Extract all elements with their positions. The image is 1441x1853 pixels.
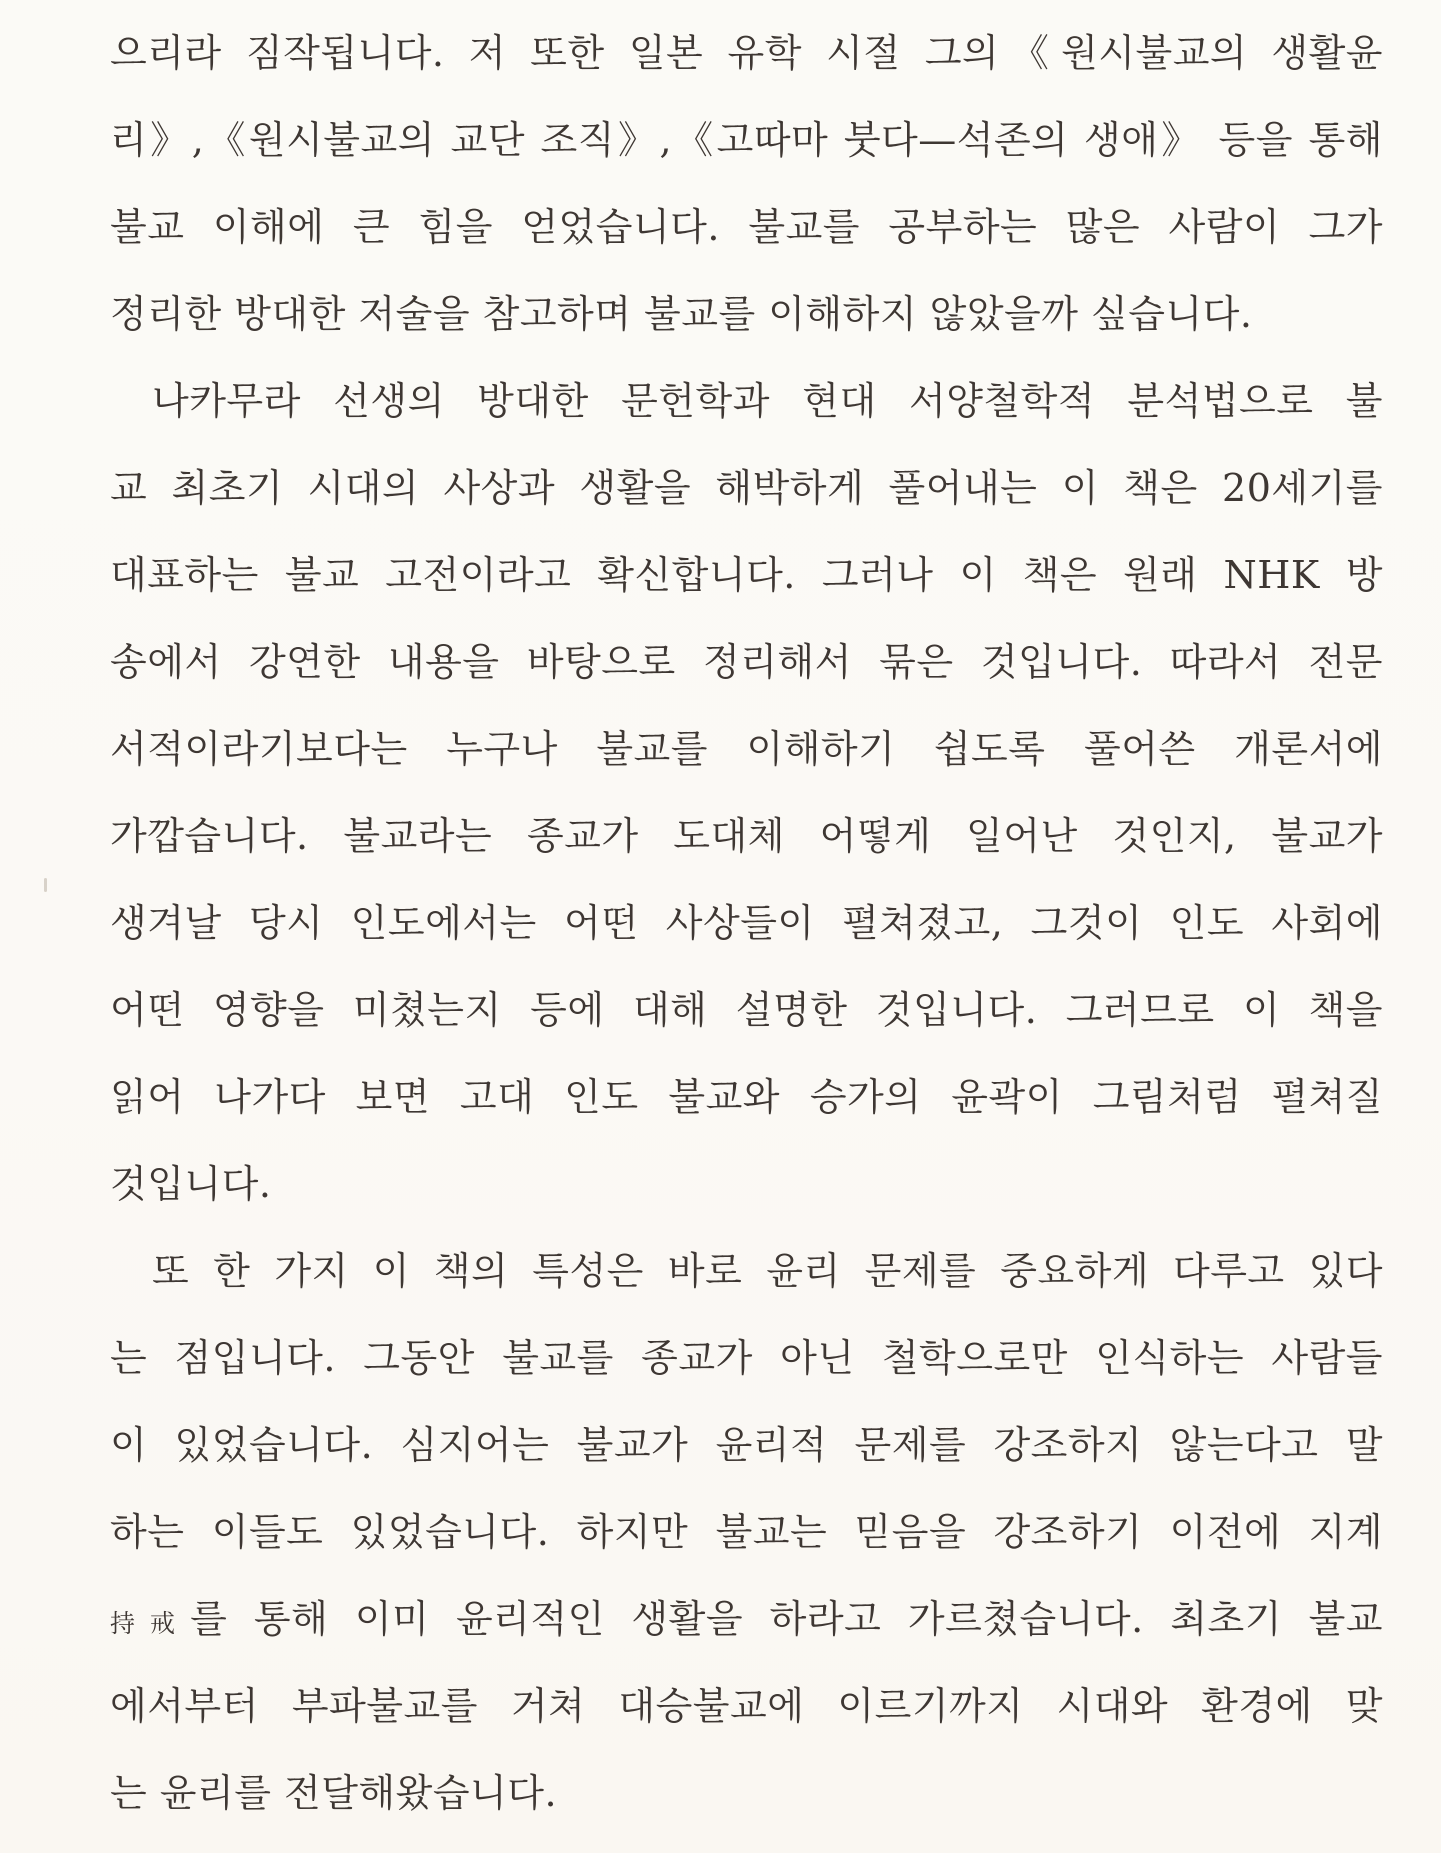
text-line: 는 점입니다. 그동안 불교를 종교가 아닌 철학으로만 인식하는 사람들 bbox=[110, 1336, 1383, 1380]
text-line: 불교 이해에 큰 힘을 얻었습니다. 불교를 공부하는 많은 사람이 그가 bbox=[110, 205, 1383, 249]
text-line: 으리라 짐작됩니다. 저 또한 일본 유학 시절 그의《원시불교의 생활윤 bbox=[110, 31, 1383, 75]
text-line: 하는 이들도 있었습니다. 하지만 불교는 믿음을 강조하기 이전에 지계 bbox=[110, 1510, 1383, 1554]
text-paragraph bbox=[110, 358, 1383, 1228]
text-line-rest: 를 통해 이미 윤리적인 생활을 하라고 가르쳤습니다. 최초기 불교 bbox=[190, 1597, 1383, 1641]
text-line: 또 한 가지 이 책의 특성은 바로 윤리 문제를 중요하게 다루고 있다 bbox=[152, 1249, 1383, 1293]
text-line: 것입니다. bbox=[110, 1162, 272, 1206]
text-line: 송에서 강연한 내용을 바탕으로 정리해서 묶은 것입니다. 따라서 전문 bbox=[110, 640, 1383, 684]
text-line: 에서부터 부파불교를 거쳐 대승불교에 이르기까지 시대와 환경에 맞 bbox=[110, 1684, 1383, 1728]
hanja-annotation: 持戒 bbox=[110, 1609, 191, 1638]
body-text bbox=[110, 10, 1383, 1837]
text-line: 리》,《원시불교의 교단 조직》,《고따마 붓다—석존의 생애》 등을 통해 bbox=[110, 118, 1383, 162]
text-line: 가깝습니다. 불교라는 종교가 도대체 어떻게 일어난 것인지, 불교가 bbox=[110, 814, 1383, 858]
text-line: 나카무라 선생의 방대한 문헌학과 현대 서양철학적 분석법으로 불 bbox=[152, 379, 1383, 423]
text-line: 교 최초기 시대의 사상과 생활을 해박하게 풀어내는 이 책은 20세기를 bbox=[110, 466, 1383, 510]
scan-artifact bbox=[44, 878, 47, 892]
text-line: 읽어 나가다 보면 고대 인도 불교와 승가의 윤곽이 그림처럼 펼쳐질 bbox=[110, 1075, 1383, 1119]
text-line: 어떤 영향을 미쳤는지 등에 대해 설명한 것입니다. 그러므로 이 책을 bbox=[110, 988, 1383, 1032]
text-paragraph bbox=[110, 10, 1383, 358]
text-line bbox=[110, 1576, 1383, 1663]
text-paragraph bbox=[110, 1228, 1383, 1837]
text-line: 는 윤리를 전달해왔습니다. bbox=[110, 1771, 558, 1815]
text-line: 생겨날 당시 인도에서는 어떤 사상들이 펼쳐졌고, 그것이 인도 사회에 bbox=[110, 901, 1383, 945]
text-line: 이 있었습니다. 심지어는 불교가 윤리적 문제를 강조하지 않는다고 말 bbox=[110, 1423, 1383, 1467]
text-line: 정리한 방대한 저술을 참고하며 불교를 이해하지 않았을까 싶습니다. bbox=[110, 292, 1253, 336]
text-line: 서적이라기보다는 누구나 불교를 이해하기 쉽도록 풀어쓴 개론서에 bbox=[110, 727, 1383, 771]
text-line: 대표하는 불교 고전이라고 확신합니다. 그러나 이 책은 원래 NHK 방 bbox=[110, 553, 1383, 597]
